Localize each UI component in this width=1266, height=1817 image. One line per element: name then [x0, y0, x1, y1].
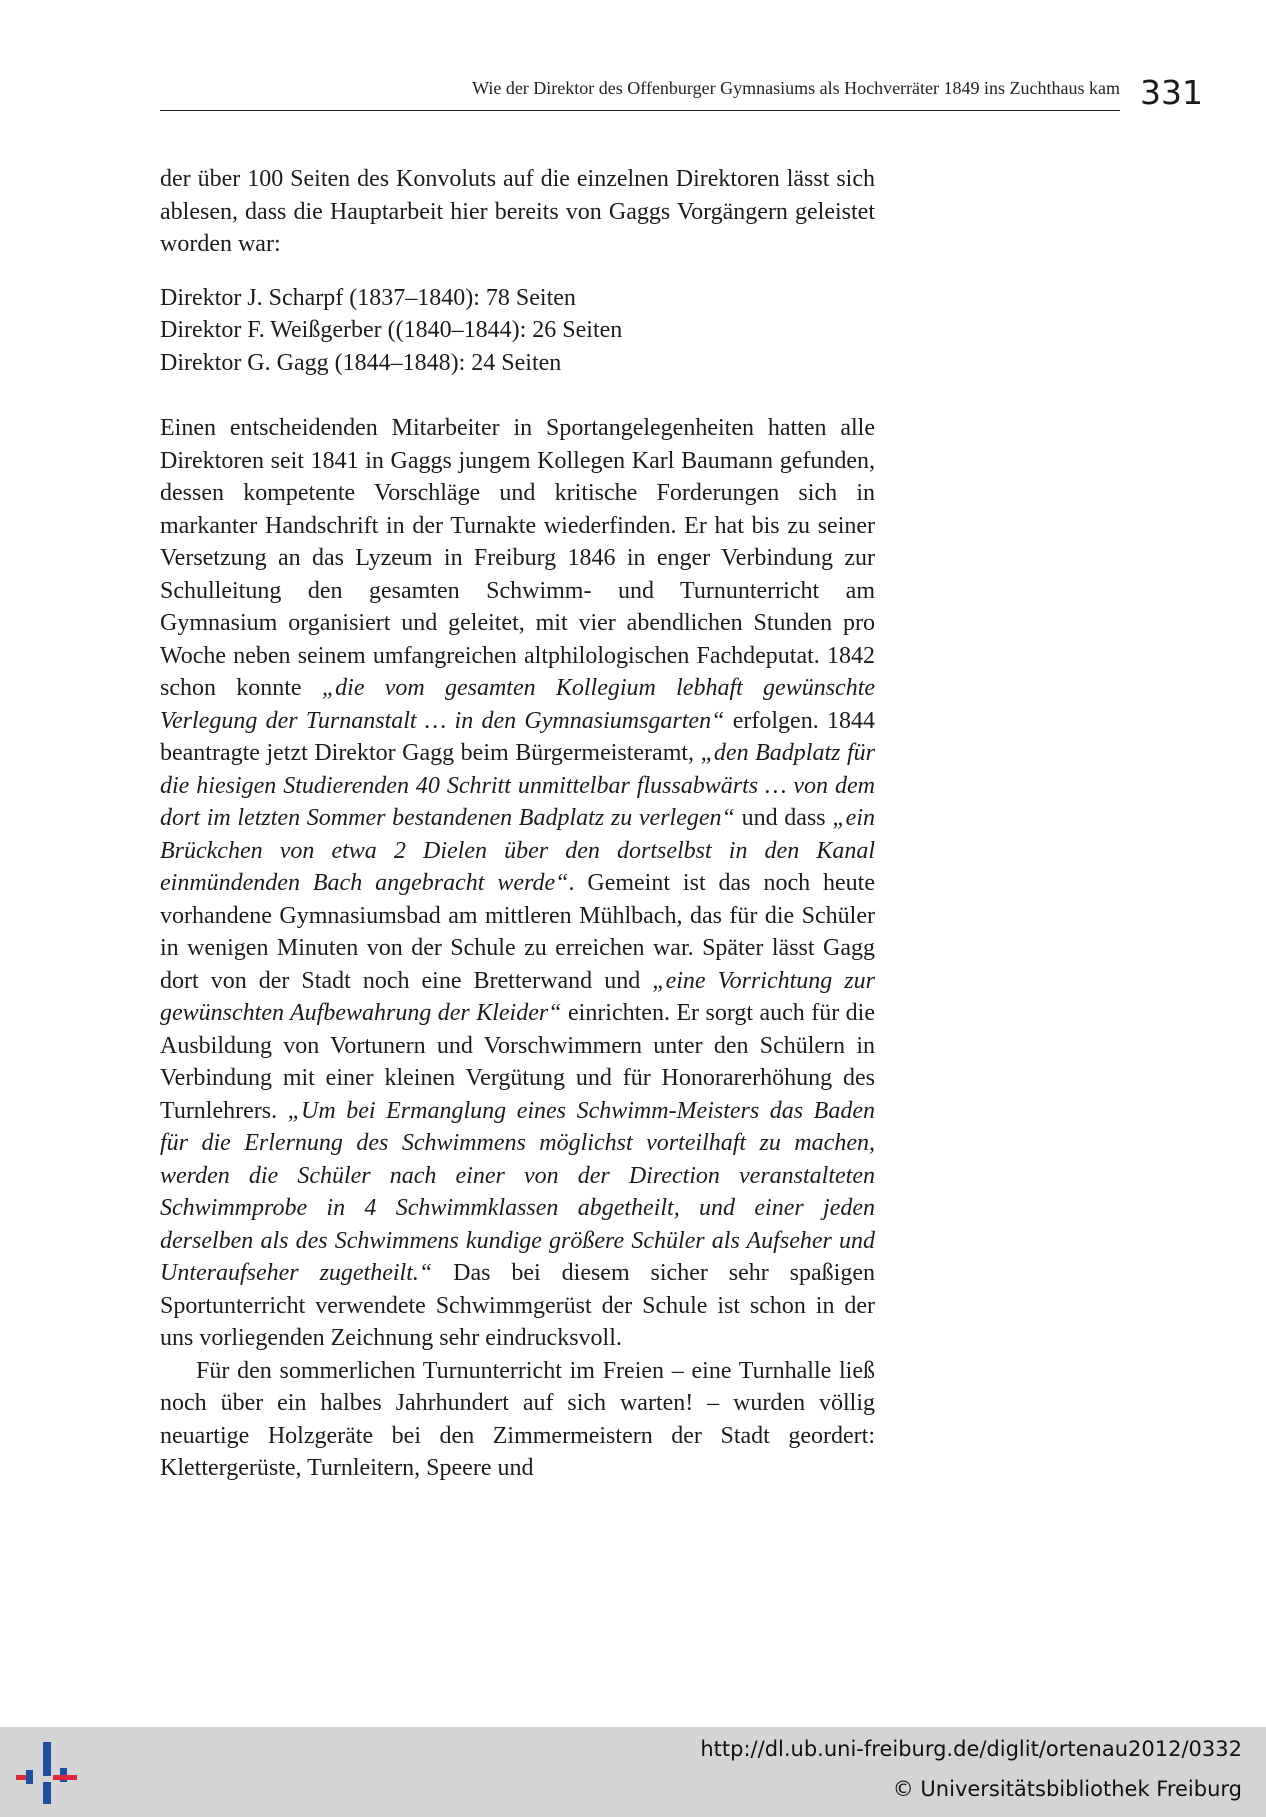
quotation: „Um bei Ermanglung eines Schwimm-Meisters das Baden für die Erlernung des Schwimmens möglichst vorteilhaft zu machen, werden die Schüler nach einer von der Direction veranstalteten Schwimmprobe in 4 Schwimmklassen abgetheilt, und einer jeden derselben als des Schwimmens kundige größere Schüler als Aufseher und Unteraufseher zugetheilt.“: [160, 1097, 875, 1286]
header-rule: [160, 110, 1120, 111]
list-item: Direktor F. Weißgerber ((1840–1844): 26 Seiten: [160, 317, 623, 343]
page-number: 331: [1140, 73, 1203, 112]
text-run: . Gemeint ist das noch heute vorhandene Gymnasiumsbad am mittleren Mühlbach, das für die Schüler in wenigen Minuten von der Schule zu erreichen war. Später lässt Gagg dort von der Stadt noch eine Bretterwand und: [160, 870, 875, 994]
quotation: „eine Vorrichtung zur gewünschten Aufbewahrung der Kleider“: [160, 967, 875, 1026]
quotation: „den Badplatz für die hiesigen Studierenden 40 Schritt unmittelbar flussabwärts … von dem dort im letzten Sommer bestandenen Badplatz zu verlegen“: [160, 740, 875, 831]
list-item: Direktor G. Gagg (1844–1848): 24 Seiten: [160, 349, 562, 376]
quotation: „die vom gesamten Kollegium lebhaft gewünschte Verlegung der Turnanstalt … in den Gymnasiumsgarten“: [160, 675, 876, 734]
director-page-list: [160, 282, 875, 380]
quotation: „ein Brückchen von etwa 2 Dielen über den dortselbst in den Kanal einmündenden Bach angebracht werde“: [160, 805, 875, 896]
paragraph-turnunterricht: Für den sommerlichen Turnunterricht im Freien – eine Turnhalle ließ noch über ein halbes Jahrhundert auf sich warten! – wurden völlig neuartige Holzgeräte bei den Zimmermeistern der Stadt geordert: Klettergerüste, Turnleitern, Speere und: [160, 1357, 875, 1481]
list-item: Direktor J. Scharpf (1837–1840): 78 Seiten: [160, 284, 576, 311]
paragraph-baumann: [160, 412, 875, 1355]
body-text: [160, 163, 875, 1485]
running-header-title: Wie der Direktor des Offenburger Gymnasiums als Hochverräter 1849 ins Zuchthaus kam: [472, 78, 1120, 98]
intro-paragraph: der über 100 Seiten des Konvoluts auf die einzelnen Direktoren lässt sich ablesen, dass die Hauptarbeit hier bereits von Gaggs Vorgängern geleistet worden war:: [160, 166, 875, 257]
text-run: und dass: [734, 805, 833, 831]
text-run: erfolgen. 1844 beantragte jetzt Direktor Gagg beim Bürgermeisteramt,: [160, 707, 875, 766]
text-run: einrichten. Er sorgt auch für die Ausbildung von Vortunern und Vorschwimmern unter den Schülern in Verbindung mit einer kleinen Vergütung und für Honorarerhöhung des Turnlehrers.: [160, 1000, 876, 1124]
text-run: Das bei diesem sicher sehr spaßigen Sportunterricht verwendete Schwimmgerüst der Schule ist schon in der uns vorliegenden Zeichnung sehr eindrucksvoll.: [160, 1260, 875, 1351]
ub-freiburg-logo-icon: [16, 1740, 78, 1806]
footer-url-link[interactable]: http://dl.ub.uni-freiburg.de/diglit/ortenau2012/0332: [700, 1737, 1242, 1761]
text-run: Einen entscheidenden Mitarbeiter in Sportangelegenheiten hatten alle Direktoren seit 1841 in Gaggs jungem Kollegen Karl Baumann gefunden, dessen kompetente Vorschläge und kritische Forderungen sich in markanter Handschrift in der Turnakte wiederfinden. Er hat bis zu seiner Versetzung an das Lyzeum in Freiburg 1846 in enger Verbindung zur Schulleitung den gesamten Schwimm- und Turnunterricht am Gymnasium organisiert und geleitet, mit vier abendlichen Stunden pro Woche neben seinem umfangreichen altphilologischen Fachdeputat. 1842 schon konnte: [160, 415, 875, 701]
footer-copyright: © Universitätsbibliothek Freiburg: [892, 1777, 1242, 1801]
